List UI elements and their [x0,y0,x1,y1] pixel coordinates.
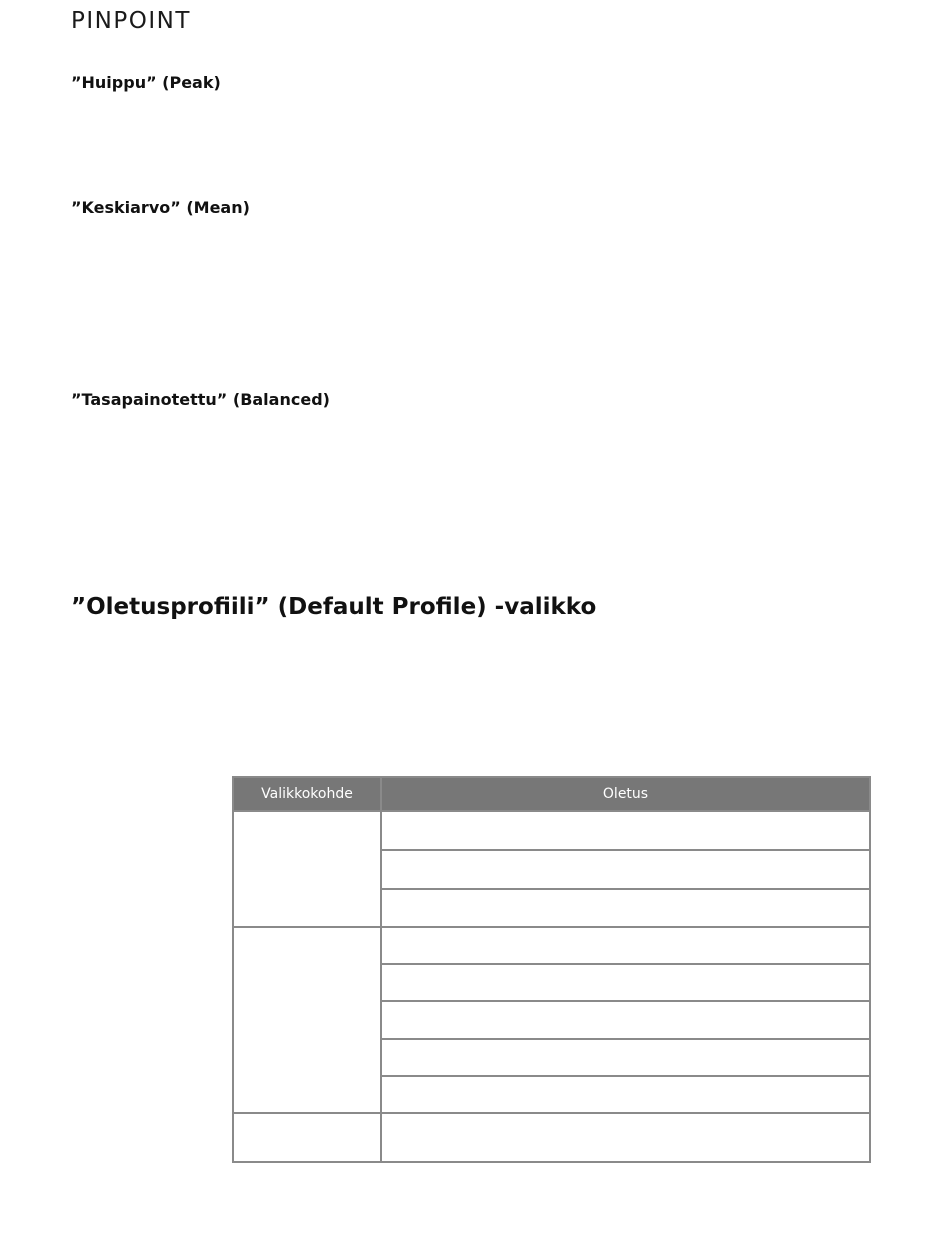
menu-item-column-header: Valikkokohde [233,777,381,811]
default-column-header: Oletus [381,777,870,811]
peak-heading: ”Huippu” (Peak) [71,73,221,92]
menu-item-cell [233,811,381,927]
default-cell [381,889,870,927]
default-cell [381,1001,870,1039]
default-cell [381,850,870,889]
default-cell [381,1076,870,1113]
table-row [233,811,870,850]
table-row [233,927,870,964]
table-row [233,1113,870,1162]
balanced-heading: ”Tasapainotettu” (Balanced) [71,390,330,409]
menu-item-cell [233,1113,381,1162]
default-cell [381,964,870,1001]
default-cell [381,1039,870,1076]
pinpoint-logo: PINPOINT [71,8,191,34]
default-cell [381,1113,870,1162]
menu-item-cell [233,927,381,1113]
mean-heading: ”Keskiarvo” (Mean) [71,198,250,217]
default-profile-table [232,776,871,1163]
default-profile-menu-heading: ”Oletusprofiili” (Default Profile) -valikko [71,594,597,620]
default-cell [381,927,870,964]
table-header-row [233,777,870,811]
default-cell [381,811,870,850]
